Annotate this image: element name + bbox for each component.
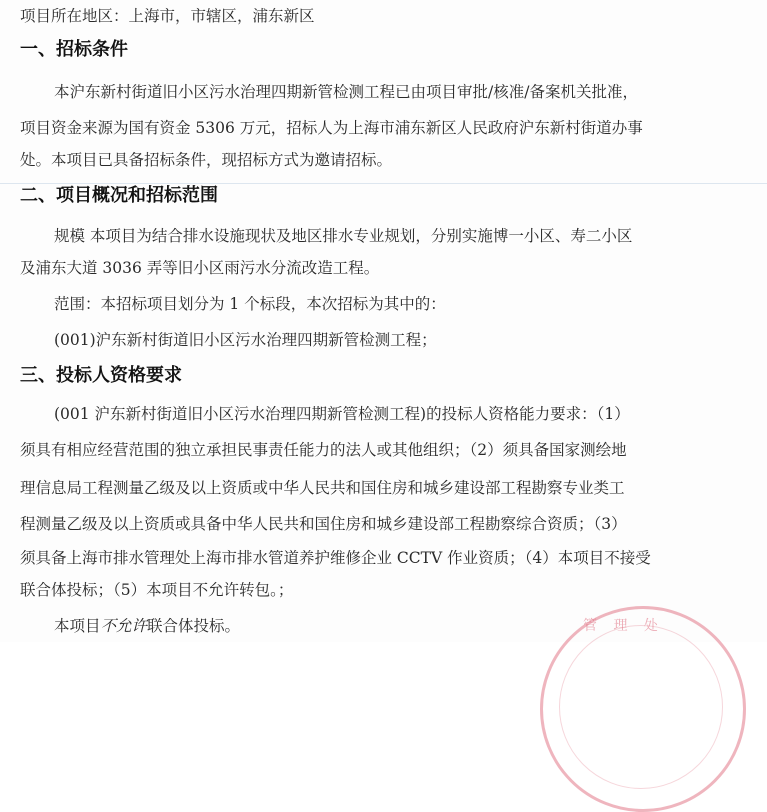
- paragraph-line: 范围：本招标项目划分为 1 个标段，本次招标为其中的：: [54, 295, 446, 313]
- paragraph-line: 理信息局工程测量乙级及以上资质或中华人民共和国住房和城乡建设部工程勘察专业类工: [20, 479, 625, 497]
- paragraph-line: 项目资金来源为国有资金 5306 万元，招标人为上海市浦东新区人民政府沪东新村街道办事: [20, 119, 643, 137]
- section-heading-project-overview: 二、项目概况和招标范围: [20, 185, 218, 206]
- section-heading-tender-conditions: 一、招标条件: [20, 39, 128, 60]
- closing-statement: [54, 616, 240, 636]
- seal-text: 管 理 处: [583, 618, 664, 634]
- paragraph-line: 须具备上海市排水管理处上海市排水管道养护维修企业 CCTV 作业资质；（4）本项目不接受: [20, 549, 651, 567]
- closing-suffix: 联合体投标。: [147, 617, 241, 635]
- project-location: 项目所在地区：上海市，市辖区，浦东新区: [20, 7, 315, 25]
- paragraph-line: 及浦东大道 3036 弄等旧小区雨污水分流改造工程。: [20, 259, 380, 277]
- paragraph-line: (001 沪东新村街道旧小区污水治理四期新管检测工程)的投标人资格能力要求：（1）: [54, 405, 630, 423]
- official-seal-stamp: [540, 606, 746, 812]
- seal-inner-ring: [559, 625, 723, 789]
- paragraph-line: 程测量乙级及以上资质或具备中华人民共和国住房和城乡建设部工程勘察综合资质；（3）: [20, 515, 627, 533]
- closing-prefix: 本项目: [54, 617, 101, 635]
- section-heading-bidder-qualifications: 三、投标人资格要求: [20, 365, 182, 386]
- paragraph-line: (001)沪东新村街道旧小区污水治理四期新管检测工程；: [54, 331, 437, 349]
- closing-italic-text: 不允许: [100, 617, 148, 635]
- paragraph-line: 处。本项目已具备招标条件，现招标方式为邀请招标。: [20, 151, 393, 169]
- paragraph-line: 本沪东新村街道旧小区污水治理四期新管检测工程已由项目审批/核准/备案机关批准，: [54, 83, 638, 101]
- paragraph-line: 须具有相应经营范围的独立承担民事责任能力的法人或其他组织；（2）须具备国家测绘地: [20, 441, 627, 459]
- paragraph-line: 规模 本项目为结合排水设施现状及地区排水专业规划，分别实施博一小区、寿二小区: [54, 227, 633, 245]
- paragraph-line: 联合体投标；（5）本项目不允许转包。；: [20, 581, 294, 599]
